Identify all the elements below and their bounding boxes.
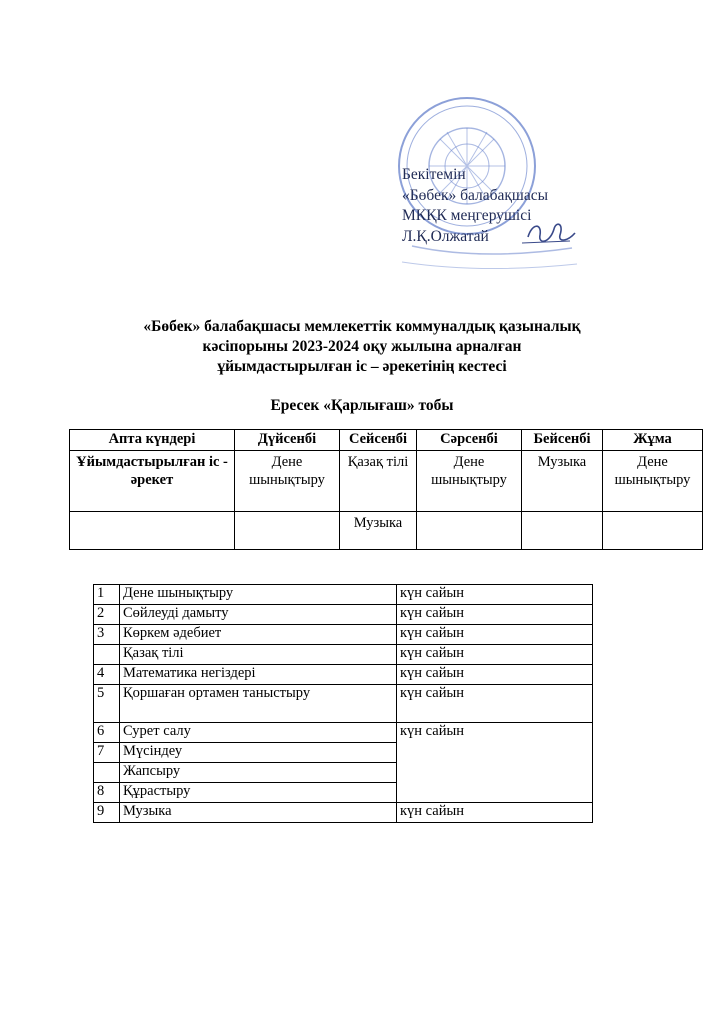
schedule-row (70, 451, 703, 512)
header-wednesday: Сәрсенбі (417, 430, 522, 451)
subject-frequency: күн сайын (397, 625, 593, 645)
approval-line-3: МКҚК меңгерушісі (402, 207, 532, 224)
row-number: 5 (94, 685, 120, 723)
subjects-table (93, 584, 593, 823)
cell-tuesday: Қазақ тілі (340, 451, 417, 512)
header-monday: Дүйсенбі (235, 430, 340, 451)
table-row (94, 665, 593, 685)
subject-name: Жапсыру (120, 763, 397, 783)
document-title (60, 317, 664, 377)
row-number: 1 (94, 585, 120, 605)
signature-icon (520, 215, 580, 250)
schedule-table (69, 429, 703, 550)
schedule-row (70, 512, 703, 550)
row-number (94, 645, 120, 665)
table-row (94, 585, 593, 605)
table-row (94, 685, 593, 723)
subject-frequency: күн сайын (397, 605, 593, 625)
subject-frequency: күн сайын (397, 665, 593, 685)
cell-thursday (522, 512, 603, 550)
table-row (94, 625, 593, 645)
table-row (94, 645, 593, 665)
subject-frequency: күн сайын (397, 685, 593, 723)
table-row (94, 723, 593, 743)
row-number: 3 (94, 625, 120, 645)
table-row (94, 803, 593, 823)
row-label-empty (70, 512, 235, 550)
table-row (94, 605, 593, 625)
subject-name: Сурет салу (120, 723, 397, 743)
approval-line-2: «Бөбек» балабақшасы (402, 186, 549, 204)
subject-name: Математика негіздері (120, 665, 397, 685)
subject-name: Құрастыру (120, 783, 397, 803)
row-number: 2 (94, 605, 120, 625)
row-number: 8 (94, 783, 120, 803)
row-number (94, 763, 120, 783)
header-thursday: Бейсенбі (522, 430, 603, 451)
approval-line-1: Бекітемін (402, 166, 466, 183)
subject-name: Мүсіндеу (120, 743, 397, 763)
row-number: 9 (94, 803, 120, 823)
header-friday: Жұма (603, 430, 703, 451)
cell-friday (603, 512, 703, 550)
cell-wednesday: Дене шынықтыру (417, 451, 522, 512)
subject-name: Музыка (120, 803, 397, 823)
subject-frequency: күн сайын (397, 723, 593, 803)
cell-friday: Дене шынықтыру (603, 451, 703, 512)
cell-monday (235, 512, 340, 550)
title-line-1: «Бөбек» балабақшасы мемлекеттік коммуналдық қазыналық (143, 318, 581, 335)
title-line-2: кәсіпорыны 2023-2024 оқу жылына арналған (202, 338, 522, 355)
cell-monday: Дене шынықтыру (235, 451, 340, 512)
subject-name: Қоршаған ортамен таныстыру (120, 685, 397, 723)
subject-name: Көркем әдебиет (120, 625, 397, 645)
cell-tuesday: Музыка (340, 512, 417, 550)
row-number: 6 (94, 723, 120, 743)
header-tuesday: Сейсенбі (340, 430, 417, 451)
subject-frequency: күн сайын (397, 585, 593, 605)
row-label: Ұйымдастырылған іс - әрекет (70, 451, 235, 512)
group-title: Ересек «Қарлығаш» тобы (270, 397, 454, 414)
schedule-header-row (70, 430, 703, 451)
cell-wednesday (417, 512, 522, 550)
subject-name: Дене шынықтыру (120, 585, 397, 605)
subject-frequency: күн сайын (397, 645, 593, 665)
row-number: 7 (94, 743, 120, 763)
subject-name: Қазақ тілі (120, 645, 397, 665)
approval-line-4: Л.Қ.Олжатай (402, 227, 489, 245)
subject-frequency: күн сайын (397, 803, 593, 823)
cell-thursday: Музыка (522, 451, 603, 512)
title-line-3: ұйымдастырылған іс – әрекетінің кестесі (217, 358, 507, 375)
header-week-days: Апта күндері (70, 430, 235, 451)
subject-name: Сөйлеуді дамыту (120, 605, 397, 625)
row-number: 4 (94, 665, 120, 685)
